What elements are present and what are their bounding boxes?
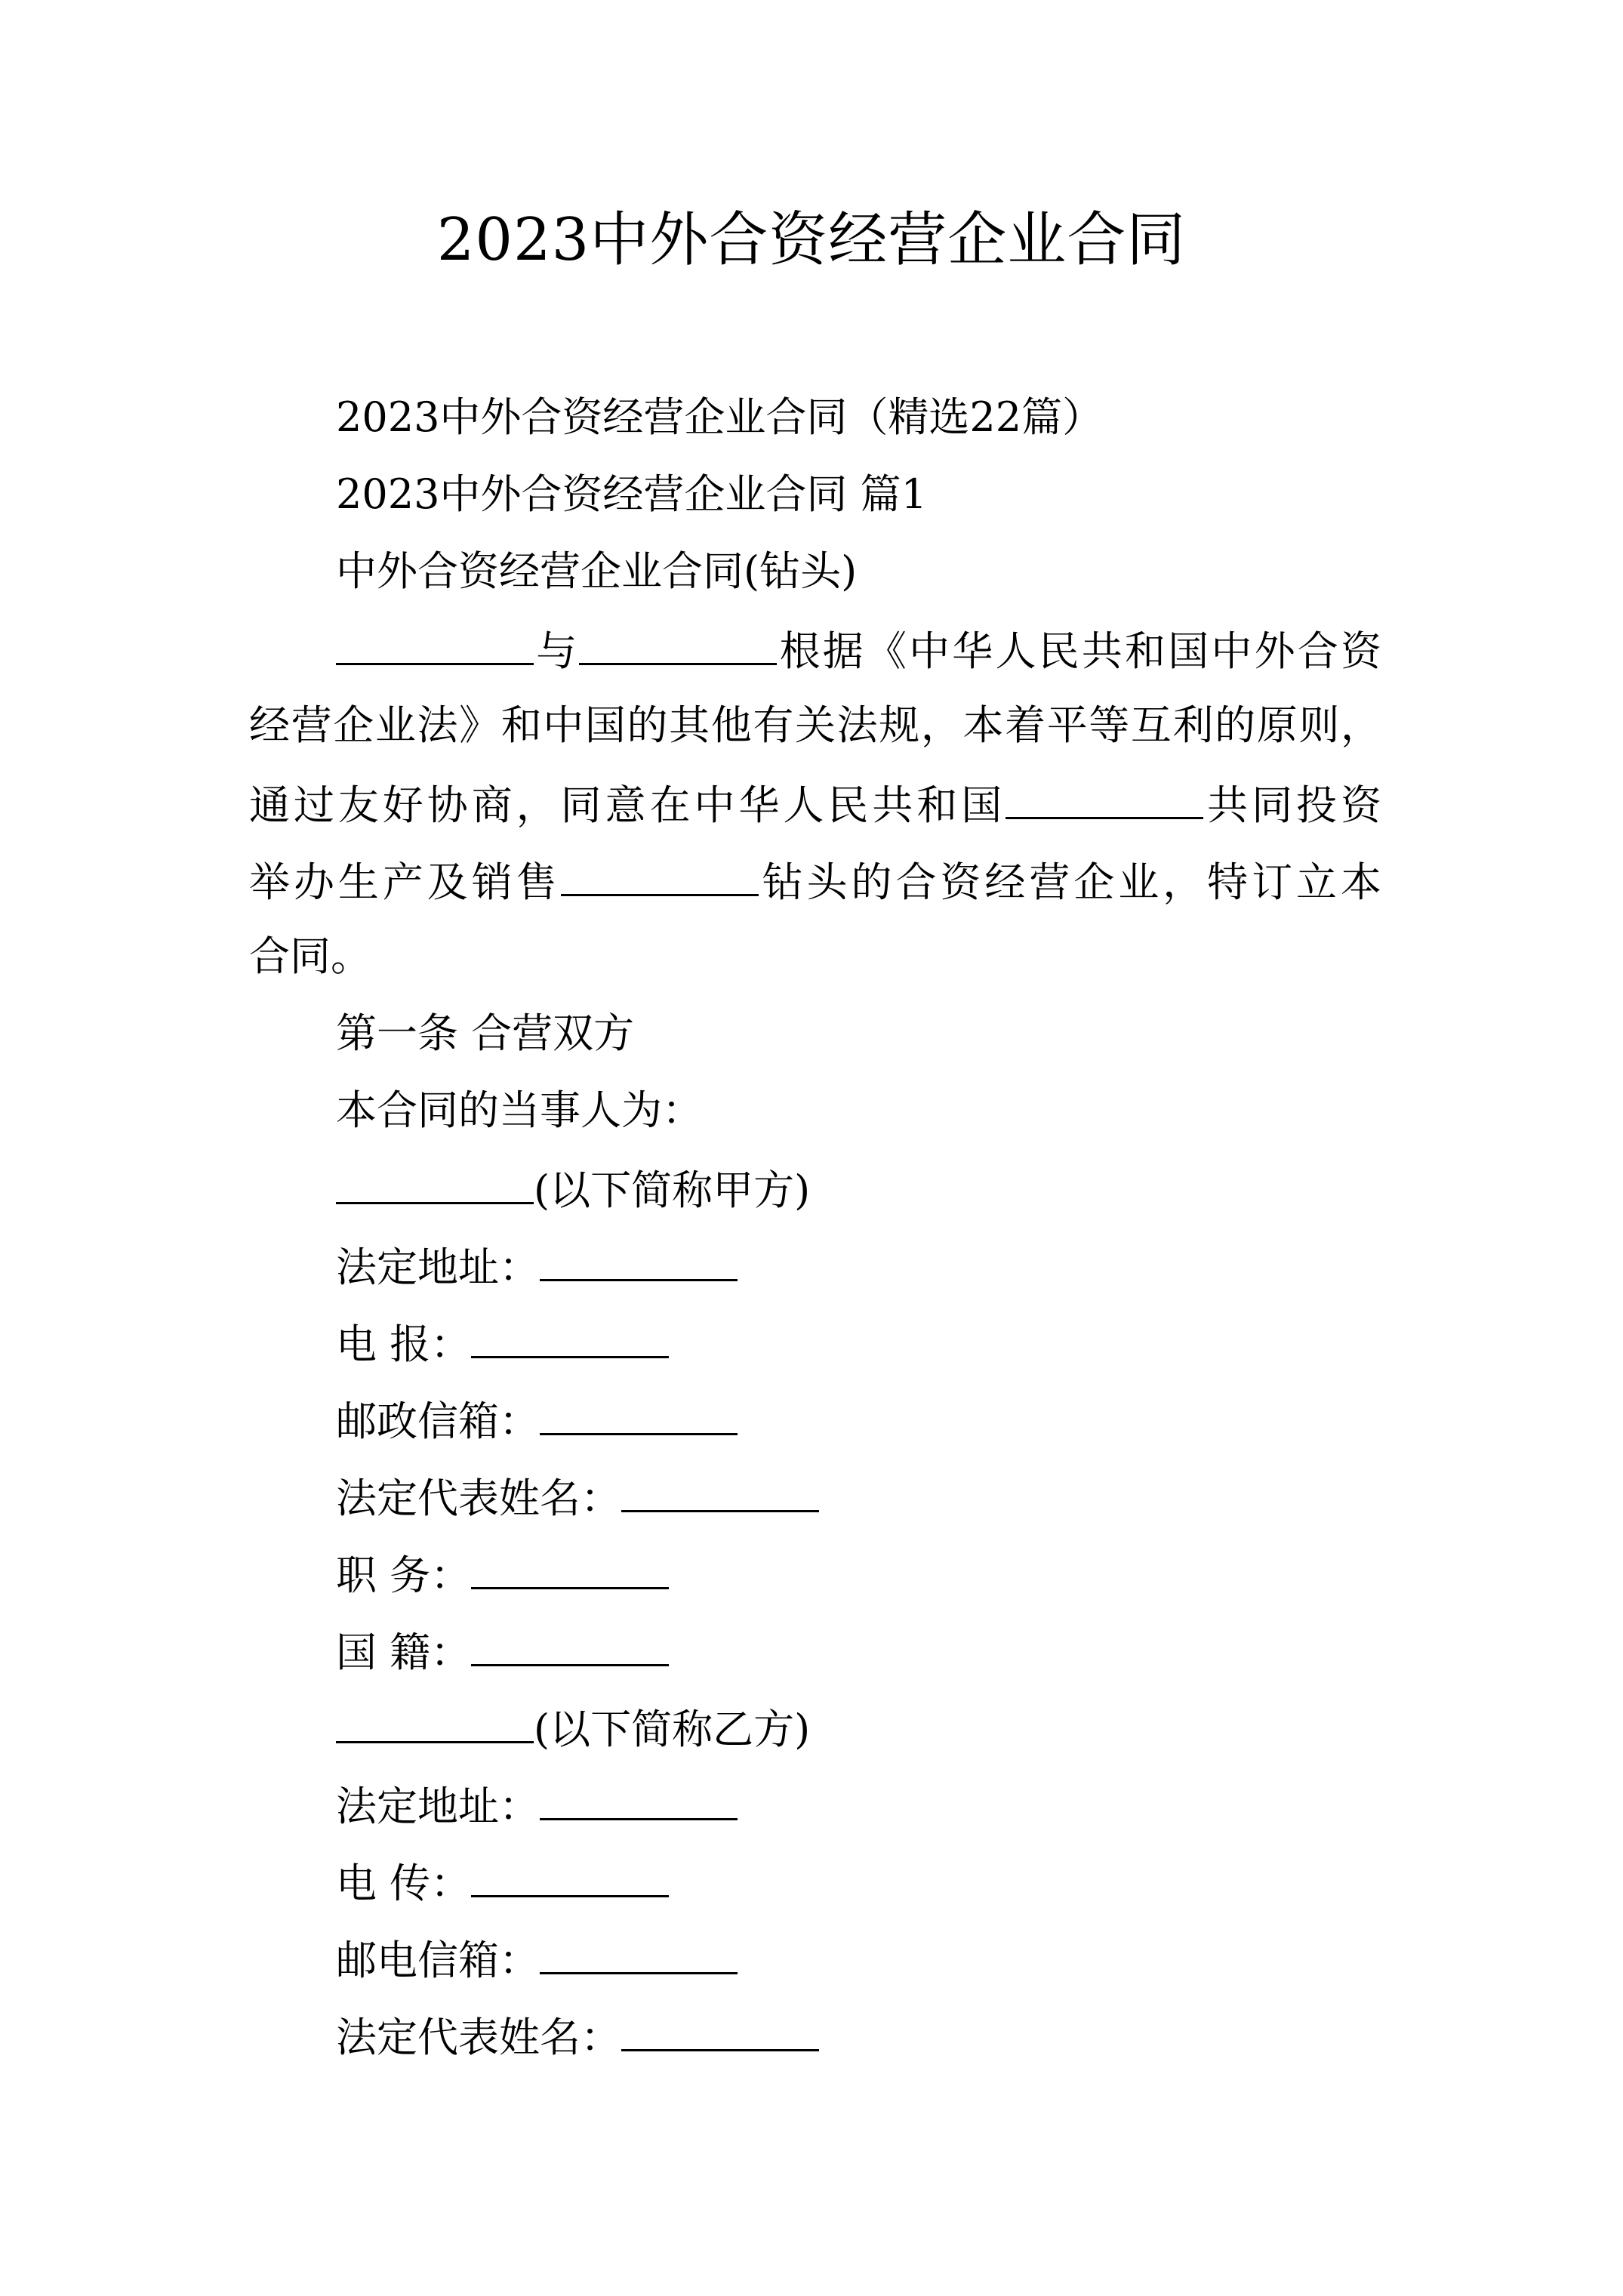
party-a-postbox-label: 邮政信箱： xyxy=(336,1398,540,1445)
party-b-label-line xyxy=(336,1700,810,1753)
party-b-fax-line xyxy=(336,1854,669,1907)
collection-heading: 2023中外合资经营企业合同（精选22篇） xyxy=(336,393,1104,441)
blank-party-a-postbox xyxy=(540,1392,738,1435)
blank-party-a-rep xyxy=(621,1469,819,1512)
article-1-title: 第一条 合营双方 xyxy=(336,1009,635,1057)
party-a-position-line xyxy=(336,1546,669,1599)
party-a-address-line xyxy=(336,1238,738,1291)
party-b-fax-label: 电 传： xyxy=(336,1860,472,1907)
contract-name: 中外合资经营企业合同(钻头) xyxy=(336,547,858,595)
preamble-line-4 xyxy=(249,853,1381,906)
blank-party-b-rep xyxy=(621,2008,819,2051)
party-b-address-line xyxy=(336,1777,738,1830)
party-b-rep-line xyxy=(336,2008,819,2061)
party-a-address-label: 法定地址： xyxy=(336,1244,540,1291)
party-b-postbox-line xyxy=(336,1931,738,1984)
party-a-postbox-line xyxy=(336,1392,738,1445)
blank-party-a-position xyxy=(471,1546,669,1589)
preamble-text-negotiation: 通过友好协商，同意在中华人民共和国 xyxy=(249,781,1006,829)
document-title: 2023中外合资经营企业合同 xyxy=(436,206,1187,274)
party-a-rep-line xyxy=(336,1469,819,1522)
party-b-rep-label: 法定代表姓名： xyxy=(336,2014,621,2061)
blank-party-b-name xyxy=(336,1700,534,1743)
blank-party-b xyxy=(579,622,777,665)
preamble-text-drill: 钻头的合资经营企业，特订立本 xyxy=(758,858,1382,906)
party-a-telegram-line xyxy=(336,1315,669,1368)
party-a-position-label: 职 务： xyxy=(336,1552,472,1599)
blank-party-a-name xyxy=(336,1161,534,1204)
blank-party-b-address xyxy=(540,1777,738,1820)
article-heading: 2023中外合资经营企业合同 篇1 xyxy=(336,470,927,518)
blank-party-a-address xyxy=(540,1238,738,1281)
party-a-label: (以下简称甲方) xyxy=(534,1166,811,1214)
party-b-label: (以下简称乙方) xyxy=(534,1706,811,1753)
preamble-line-1 xyxy=(336,622,1381,675)
party-b-address-label: 法定地址： xyxy=(336,1783,540,1830)
party-a-rep-label: 法定代表姓名： xyxy=(336,1475,621,1522)
parties-intro: 本合同的当事人为： xyxy=(336,1086,703,1134)
party-a-telegram-label: 电 报： xyxy=(336,1321,472,1368)
blank-party-b-fax xyxy=(471,1854,669,1897)
preamble-text-according: 根据《中华人民共和国中外合资 xyxy=(777,627,1381,675)
preamble-line-2: 经营企业法》和中国的其他有关法规，本着平等互利的原则， xyxy=(249,701,1381,749)
preamble-text-produce: 举办生产及销售 xyxy=(249,858,561,906)
party-a-label-line xyxy=(336,1161,810,1214)
preamble-text-invest: 共同投资 xyxy=(1203,781,1382,829)
blank-party-b-postbox xyxy=(540,1931,738,1974)
blank-location xyxy=(1006,776,1203,819)
party-a-nationality-label: 国 籍： xyxy=(336,1629,472,1676)
blank-product xyxy=(561,853,759,896)
blank-party-a-telegram xyxy=(471,1315,669,1358)
party-b-postbox-label: 邮电信箱： xyxy=(336,1937,540,1984)
blank-party-a-nationality xyxy=(471,1623,669,1666)
preamble-line-5: 合同。 xyxy=(249,932,371,980)
party-a-nationality-line xyxy=(336,1623,669,1676)
blank-party-a xyxy=(336,622,534,665)
preamble-text-and: 与 xyxy=(534,627,580,675)
preamble-line-3 xyxy=(249,776,1381,829)
